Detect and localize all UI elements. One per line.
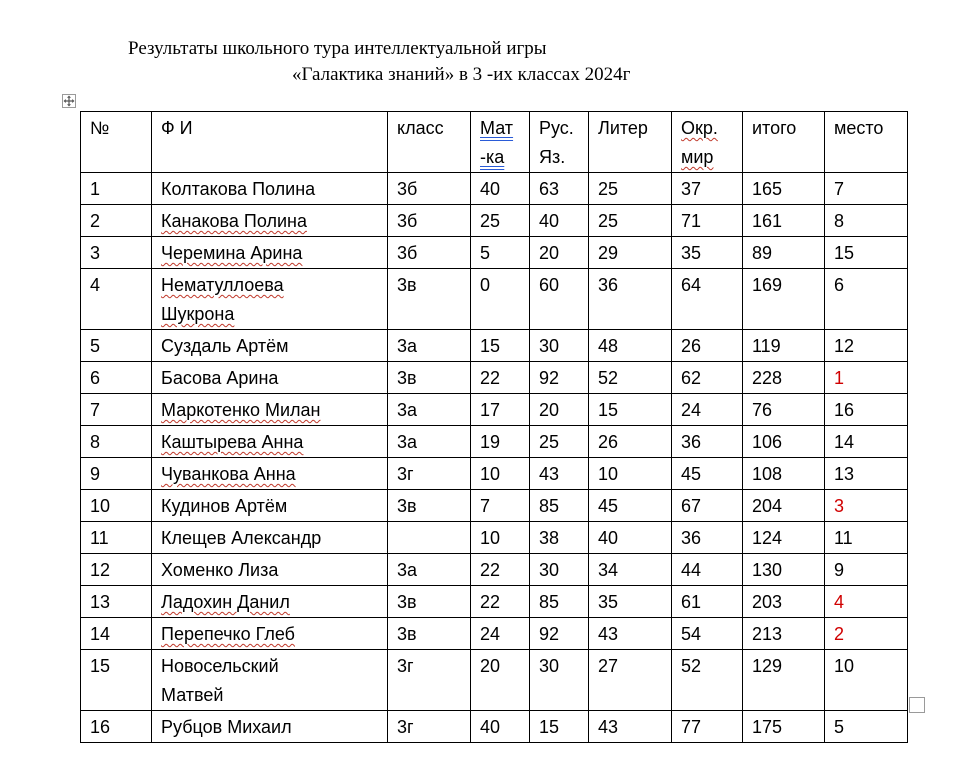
cell-place: 13: [825, 458, 908, 490]
cell-name: [152, 618, 388, 650]
table-header-row: [81, 112, 908, 173]
cell-class: 3б: [388, 237, 471, 269]
cell-num: 9: [81, 458, 152, 490]
cell-math: 10: [471, 522, 530, 554]
cell-name: [152, 237, 388, 269]
cell-place: 6: [825, 269, 908, 330]
cell-lit: 29: [589, 237, 672, 269]
cell-lit: 15: [589, 394, 672, 426]
header-total: итого: [743, 112, 825, 173]
cell-class: 3г: [388, 711, 471, 743]
cell-class: 3в: [388, 490, 471, 522]
cell-math: 20: [471, 650, 530, 711]
cell-rus: 38: [530, 522, 589, 554]
header-class: класс: [388, 112, 471, 173]
cell-num: 2: [81, 205, 152, 237]
table-move-icon[interactable]: [62, 94, 76, 108]
cell-name: [152, 554, 388, 586]
cell-name: [152, 490, 388, 522]
cell-name-text: Чуванкова Анна: [161, 464, 296, 484]
cell-rus: 40: [530, 205, 589, 237]
cell-place: 9: [825, 554, 908, 586]
cell-name-text: Басова Арина: [161, 368, 279, 388]
cell-name-text: Колтакова Полина: [161, 179, 316, 199]
cell-total: 89: [743, 237, 825, 269]
cell-name: [152, 330, 388, 362]
cell-place: 11: [825, 522, 908, 554]
cell-lit: 43: [589, 618, 672, 650]
cell-rus: 92: [530, 362, 589, 394]
header-rus-line2: Яз.: [539, 147, 566, 167]
cell-name-text: Каштырева Анна: [161, 432, 304, 452]
cell-num: 3: [81, 237, 152, 269]
cell-okr: 36: [672, 426, 743, 458]
cell-total: 161: [743, 205, 825, 237]
cell-math: 40: [471, 173, 530, 205]
cell-math: 10: [471, 458, 530, 490]
cell-math: 22: [471, 554, 530, 586]
cell-okr: 67: [672, 490, 743, 522]
header-okr-line2: мир: [681, 147, 714, 167]
cell-math: 25: [471, 205, 530, 237]
cell-name-line1: Нематуллоева: [161, 275, 284, 295]
cell-place: 8: [825, 205, 908, 237]
table-row: [81, 490, 908, 522]
cell-num: 7: [81, 394, 152, 426]
cell-rus: 30: [530, 554, 589, 586]
cell-place: 10: [825, 650, 908, 711]
cell-name-line2: Шукрона: [161, 304, 235, 324]
document-title-line-1: Результаты школьного тура интеллектуальной игры: [128, 38, 547, 59]
cell-rus: 92: [530, 618, 589, 650]
cell-class: 3в: [388, 618, 471, 650]
cell-okr: 52: [672, 650, 743, 711]
cell-name-text: Маркотенко Милан: [161, 400, 321, 420]
cell-name-text: Ладохин Данил: [161, 592, 290, 612]
cell-num: 14: [81, 618, 152, 650]
cell-lit: 25: [589, 173, 672, 205]
cell-place: 14: [825, 426, 908, 458]
table-row: [81, 330, 908, 362]
header-okr-line1: Окр.: [681, 118, 718, 138]
cell-lit: 45: [589, 490, 672, 522]
cell-place: 7: [825, 173, 908, 205]
cell-total: 204: [743, 490, 825, 522]
cell-rus: 25: [530, 426, 589, 458]
cell-class: 3в: [388, 269, 471, 330]
cell-rus: 15: [530, 711, 589, 743]
cell-math: 15: [471, 330, 530, 362]
document-title-line-2: «Галактика знаний» в 3 -их классах 2024г: [292, 64, 631, 85]
cell-lit: 26: [589, 426, 672, 458]
header-okr: [672, 112, 743, 173]
cell-total: 130: [743, 554, 825, 586]
cell-math: 17: [471, 394, 530, 426]
cell-rus: 30: [530, 330, 589, 362]
cell-class: 3г: [388, 458, 471, 490]
cell-okr: 26: [672, 330, 743, 362]
header-math-line1: Мат: [480, 118, 514, 138]
cell-class: 3а: [388, 330, 471, 362]
cell-math: 22: [471, 362, 530, 394]
cell-num: 15: [81, 650, 152, 711]
header-num: №: [81, 112, 152, 173]
table-row: [81, 173, 908, 205]
table-row: [81, 269, 908, 330]
table-row: [81, 237, 908, 269]
cell-name: [152, 650, 388, 711]
cell-class: 3в: [388, 362, 471, 394]
cell-place: 12: [825, 330, 908, 362]
cell-name-text: Канакова Полина: [161, 211, 307, 231]
header-rus-line1: Рус.: [539, 118, 574, 138]
cell-class: 3б: [388, 173, 471, 205]
cell-name: [152, 269, 388, 330]
cell-okr: 45: [672, 458, 743, 490]
header-place: место: [825, 112, 908, 173]
cell-total: 203: [743, 586, 825, 618]
cell-lit: 25: [589, 205, 672, 237]
cell-okr: 64: [672, 269, 743, 330]
cell-place: 2: [825, 618, 908, 650]
cell-math: 0: [471, 269, 530, 330]
cell-name: [152, 711, 388, 743]
cell-total: 124: [743, 522, 825, 554]
cell-name: [152, 362, 388, 394]
cell-name-text: Суздаль Артём: [161, 336, 289, 356]
cell-name: [152, 586, 388, 618]
cell-total: 76: [743, 394, 825, 426]
cell-place: 15: [825, 237, 908, 269]
cell-place: 16: [825, 394, 908, 426]
cell-name: [152, 205, 388, 237]
cell-place: 5: [825, 711, 908, 743]
cell-math: 40: [471, 711, 530, 743]
cell-rus: 85: [530, 586, 589, 618]
table-row: [81, 554, 908, 586]
cell-lit: 27: [589, 650, 672, 711]
cell-okr: 37: [672, 173, 743, 205]
cell-rus: 30: [530, 650, 589, 711]
cell-okr: 77: [672, 711, 743, 743]
cell-lit: 35: [589, 586, 672, 618]
cell-name-text: Перепечко Глеб: [161, 624, 295, 644]
cell-num: 10: [81, 490, 152, 522]
cell-rus: 85: [530, 490, 589, 522]
cell-name-line1: Новосельский: [161, 656, 279, 676]
cell-num: 8: [81, 426, 152, 458]
cell-num: 6: [81, 362, 152, 394]
cell-class: 3а: [388, 426, 471, 458]
cell-num: 11: [81, 522, 152, 554]
cell-total: 213: [743, 618, 825, 650]
cell-place: 4: [825, 586, 908, 618]
cell-lit: 36: [589, 269, 672, 330]
cell-okr: 61: [672, 586, 743, 618]
cell-rus: 60: [530, 269, 589, 330]
cell-name-text: Клещев Александр: [161, 528, 322, 548]
header-math-line2: -ка: [480, 147, 505, 167]
table-row: [81, 362, 908, 394]
cell-class: 3б: [388, 205, 471, 237]
table-row: [81, 205, 908, 237]
cell-total: 165: [743, 173, 825, 205]
header-math: [471, 112, 530, 173]
cell-total: 228: [743, 362, 825, 394]
cell-place: 1: [825, 362, 908, 394]
table-row: [81, 522, 908, 554]
cell-math: 19: [471, 426, 530, 458]
cell-name-text: Рубцов Михаил: [161, 717, 292, 737]
cell-num: 13: [81, 586, 152, 618]
cell-total: 119: [743, 330, 825, 362]
cell-okr: 44: [672, 554, 743, 586]
cell-okr: 71: [672, 205, 743, 237]
cell-lit: 40: [589, 522, 672, 554]
cell-class: [388, 522, 471, 554]
cell-num: 16: [81, 711, 152, 743]
header-name: Ф И: [152, 112, 388, 173]
cell-num: 5: [81, 330, 152, 362]
cell-math: 22: [471, 586, 530, 618]
cell-lit: 48: [589, 330, 672, 362]
cell-rus: 63: [530, 173, 589, 205]
table-row: [81, 394, 908, 426]
table-row: [81, 711, 908, 743]
cell-class: 3а: [388, 554, 471, 586]
cell-okr: 36: [672, 522, 743, 554]
cell-lit: 43: [589, 711, 672, 743]
header-lit: Литер: [589, 112, 672, 173]
cell-name: [152, 522, 388, 554]
cell-name: [152, 426, 388, 458]
cell-okr: 24: [672, 394, 743, 426]
cell-class: 3г: [388, 650, 471, 711]
cell-rus: 43: [530, 458, 589, 490]
cell-total: 169: [743, 269, 825, 330]
cell-name: [152, 458, 388, 490]
table-row: [81, 586, 908, 618]
table-row: [81, 618, 908, 650]
cell-name-text: Черемина Арина: [161, 243, 303, 263]
cell-name-line2: Матвей: [161, 685, 224, 705]
cell-total: 175: [743, 711, 825, 743]
cell-total: 108: [743, 458, 825, 490]
cell-okr: 35: [672, 237, 743, 269]
cell-num: 12: [81, 554, 152, 586]
cell-place: 3: [825, 490, 908, 522]
cell-num: 4: [81, 269, 152, 330]
cell-okr: 62: [672, 362, 743, 394]
cell-math: 7: [471, 490, 530, 522]
header-rus: [530, 112, 589, 173]
cell-math: 24: [471, 618, 530, 650]
table-row: [81, 426, 908, 458]
cell-total: 106: [743, 426, 825, 458]
cell-math: 5: [471, 237, 530, 269]
cell-name: [152, 173, 388, 205]
cell-total: 129: [743, 650, 825, 711]
cell-class: 3а: [388, 394, 471, 426]
cell-lit: 52: [589, 362, 672, 394]
table-resize-icon[interactable]: [909, 697, 925, 713]
cell-num: 1: [81, 173, 152, 205]
table-row: [81, 650, 908, 711]
cell-rus: 20: [530, 394, 589, 426]
cell-name-text: Кудинов Артём: [161, 496, 288, 516]
cell-okr: 54: [672, 618, 743, 650]
cell-lit: 10: [589, 458, 672, 490]
results-table: [80, 111, 908, 743]
cell-name-text: Хоменко Лиза: [161, 560, 279, 580]
cell-rus: 20: [530, 237, 589, 269]
cell-lit: 34: [589, 554, 672, 586]
cell-name: [152, 394, 388, 426]
cell-class: 3в: [388, 586, 471, 618]
table-row: [81, 458, 908, 490]
